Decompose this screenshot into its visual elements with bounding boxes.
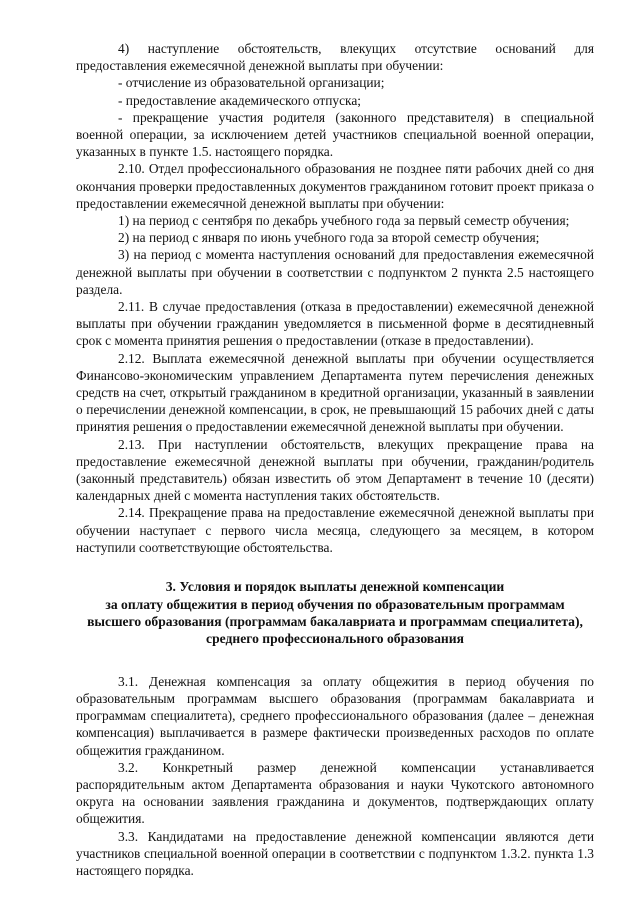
list-item: 1) на период с сентября по декабрь учебного года за первый семестр обучения;	[118, 213, 570, 229]
list-item: 3) на период с момента наступления оснований для предоставления ежемесячной денежной выплаты при обучении в соответствии с подпунктом 2 пункта 2.5 настоящего раздела.	[76, 247, 594, 297]
list-item: 2) на период с января по июнь учебного года за второй семестр обучения;	[118, 230, 540, 246]
list-item: - предоставление академического отпуска;	[118, 92, 361, 108]
heading-line: 3. Условия и порядок выплаты денежной компенсации	[165, 579, 505, 595]
section-3-heading	[76, 578, 594, 648]
document-page	[76, 40, 594, 879]
paragraph-2-10: 2.10. Отдел профессионального образования не позднее пяти рабочих дней со дня окончания проверки предоставленных документов гражданином готовит проект приказа о предоставлении ежемесячной денежной выплаты при обучении:	[76, 161, 594, 211]
paragraph-3-2: 3.2. Конкретный размер денежной компенсации устанавливается распорядительным актом Департамента образования и науки Чукотского автономного округа на основании заявления гражданина и документов, подтверждающих оплату общежития.	[76, 759, 594, 827]
paragraph-2-12: 2.12. Выплата ежемесячной денежной выплаты при обучении осуществляется Финансово-экономическим управлением Департамента путем перечисления денежных средств на счет, открытый гражданином в кредитной организации, указанный в заявлении о перечислении денежной компенсации, в срок, не превышающий 15 рабочих дней с даты принятия решения о предоставлении ежемесячной денежной выплаты при обучении.	[76, 350, 594, 435]
paragraph-3-3: 3.3. Кандидатами на предоставление денежной компенсации являются дети участников специальной военной операции в соответствии с подпунктом 1.3.2. пункта 1.3 настоящего порядка.	[76, 828, 594, 878]
heading-line: за оплату общежития в период обучения по образовательным программам	[105, 596, 565, 612]
paragraph-2-13: 2.13. При наступлении обстоятельств, влекущих прекращение права на предоставление ежемесячной денежной выплаты при обучении, гражданин/родитель (законный представитель) обязан известить об этом Департамент в течение 10 (десяти) календарных дней с момента наступления таких обстоятельств.	[76, 436, 594, 504]
paragraph-2-9-4: 4) наступление обстоятельств, влекущих отсутствие оснований для предоставления ежемесячной денежной выплаты при обучении:	[76, 41, 594, 74]
paragraph-2-14: 2.14. Прекращение права на предоставление ежемесячной денежной выплаты при обучении наступает с первого числа месяца, следующего за месяцем, в котором наступили соответствующие обстоятельства.	[76, 505, 594, 555]
paragraph-2-11: 2.11. В случае предоставления (отказа в предоставлении) ежемесячной денежной выплаты при обучении гражданин уведомляется в письменной форме в десятидневный срок с момента принятия решения о предоставлении (отказе в предоставлении).	[76, 299, 594, 349]
list-item: - отчисление из образовательной организации;	[118, 75, 385, 91]
heading-line: среднего профессионального образования	[206, 631, 464, 647]
heading-line: высшего образования (программам бакалавриата и программам специалитета),	[87, 613, 583, 629]
paragraph-3-1: 3.1. Денежная компенсация за оплату общежития в период обучения по образовательным программам высшего образования (программам бакалавриата и программам специалитета), среднего профессионального образования (далее – денежная компенсация) выплачивается в размере фактически произведенных расходов по оплате общежития гражданином.	[76, 673, 594, 758]
list-item: - прекращение участия родителя (законного представителя) в специальной военной операции, за исключением детей участников специальной военной операции, указанных в пункте 1.5. настоящего порядка.	[76, 109, 594, 160]
